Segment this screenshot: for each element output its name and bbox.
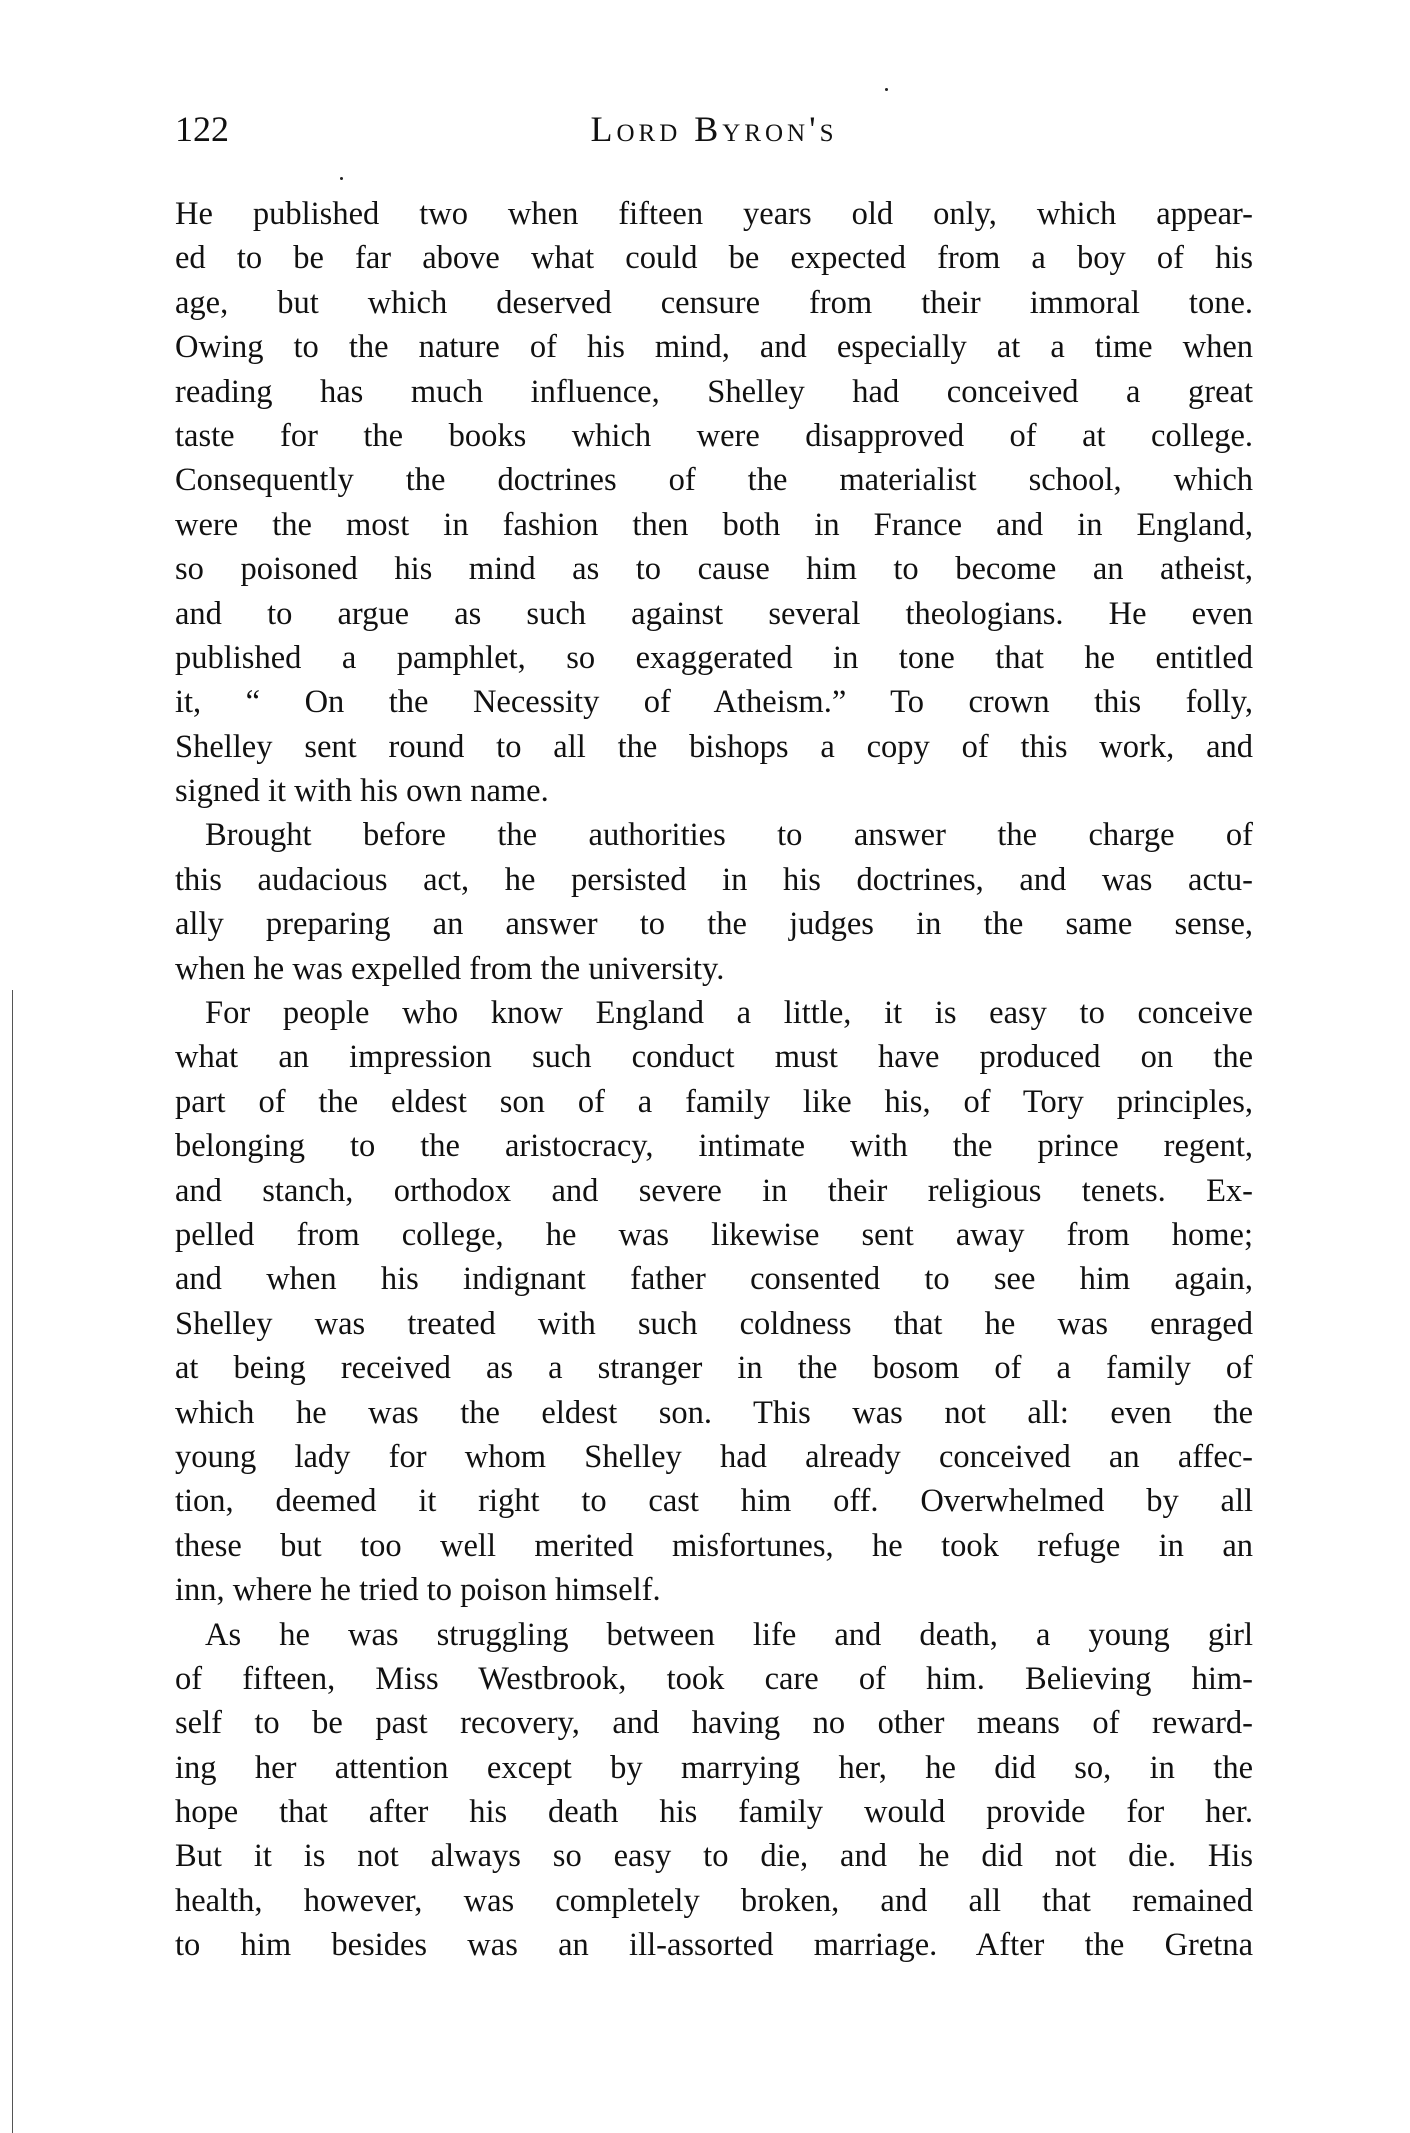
text-line: inn, where he tried to poison himself.	[175, 1572, 661, 1609]
text-line: But it is not always so easy to die, and he did not die. His	[175, 1838, 1253, 1875]
text-line: Owing to the nature of his mind, and especially at a time when	[175, 329, 1253, 366]
text-line: belonging to the aristocracy, intimate with the prince regent,	[175, 1128, 1253, 1165]
page-number: 122	[175, 109, 229, 149]
text-line: and when his indignant father consented to see him again,	[175, 1261, 1253, 1298]
page-header	[175, 108, 1253, 158]
text-line: these but too well merited misfortunes, he took refuge in an	[175, 1527, 1253, 1564]
text-line: when he was expelled from the university.	[175, 950, 725, 987]
text-line: at being received as a stranger in the bosom of a family of	[175, 1350, 1253, 1387]
text-line: age, but which deserved censure from their immoral tone.	[175, 284, 1253, 321]
text-line: what an impression such conduct must have produced on the	[175, 1039, 1253, 1076]
text-line: of fifteen, Miss Westbrook, took care of him. Believing him-	[175, 1660, 1253, 1697]
text-line: it, “ On the Necessity of Atheism.” To crown this folly,	[175, 684, 1253, 721]
text-line: As he was struggling between life and death, a young girl	[205, 1616, 1253, 1653]
text-line: Brought before the authorities to answer the charge of	[205, 817, 1253, 854]
scan-speck	[340, 177, 343, 180]
text-line: this audacious act, he persisted in his doctrines, and was actu-	[175, 861, 1253, 898]
paragraph	[175, 1613, 1253, 1968]
text-line: were the most in fashion then both in France and in England,	[175, 506, 1253, 543]
text-line: young lady for whom Shelley had already conceived an affec-	[175, 1438, 1253, 1475]
text-line: so poisoned his mind as to cause him to become an atheist,	[175, 551, 1253, 588]
text-line: self to be past recovery, and having no other means of reward-	[175, 1705, 1253, 1742]
text-line: reading has much influence, Shelley had conceived a great	[175, 373, 1253, 410]
text-line: For people who know England a little, it is easy to conceive	[205, 995, 1253, 1032]
text-line: Consequently the doctrines of the materialist school, which	[175, 462, 1253, 499]
text-line: signed it with his own name.	[175, 773, 549, 810]
paragraph	[175, 813, 1253, 991]
paragraph	[175, 192, 1253, 813]
scan-speck	[885, 88, 888, 91]
text-line: taste for the books which were disapproved of at college.	[175, 417, 1253, 454]
text-line: He published two when fifteen years old only, which appear-	[175, 196, 1253, 232]
text-line: ally preparing an answer to the judges in the same sense,	[175, 906, 1253, 943]
scan-edge-line	[12, 990, 13, 2133]
text-line: and stanch, orthodox and severe in their religious tenets. Ex-	[175, 1172, 1253, 1209]
text-line: which he was the eldest son. This was not all: even the	[175, 1394, 1253, 1431]
page-body	[175, 192, 1253, 1968]
text-line: pelled from college, he was likewise sent away from home;	[175, 1216, 1253, 1253]
text-line: and to argue as such against several theologians. He even	[175, 595, 1253, 632]
text-line: tion, deemed it right to cast him off. Overwhelmed by all	[175, 1483, 1253, 1520]
text-line: published a pamphlet, so exaggerated in tone that he entitled	[175, 639, 1253, 676]
running-title: Lord Byron's	[590, 109, 838, 149]
text-line: ed to be far above what could be expected from a boy of his	[175, 240, 1253, 277]
text-line: to him besides was an ill-assorted marriage. After the Gretna	[175, 1927, 1253, 1964]
text-line: hope that after his death his family would provide for her.	[175, 1794, 1253, 1831]
text-line: part of the eldest son of a family like his, of Tory principles,	[175, 1083, 1253, 1120]
paragraph	[175, 991, 1253, 1612]
text-line: Shelley was treated with such coldness that he was enraged	[175, 1305, 1253, 1342]
text-line: Shelley sent round to all the bishops a copy of this work, and	[175, 728, 1253, 765]
text-line: ing her attention except by marrying her, he did so, in the	[175, 1749, 1253, 1786]
text-line: health, however, was completely broken, and all that remained	[175, 1882, 1253, 1919]
